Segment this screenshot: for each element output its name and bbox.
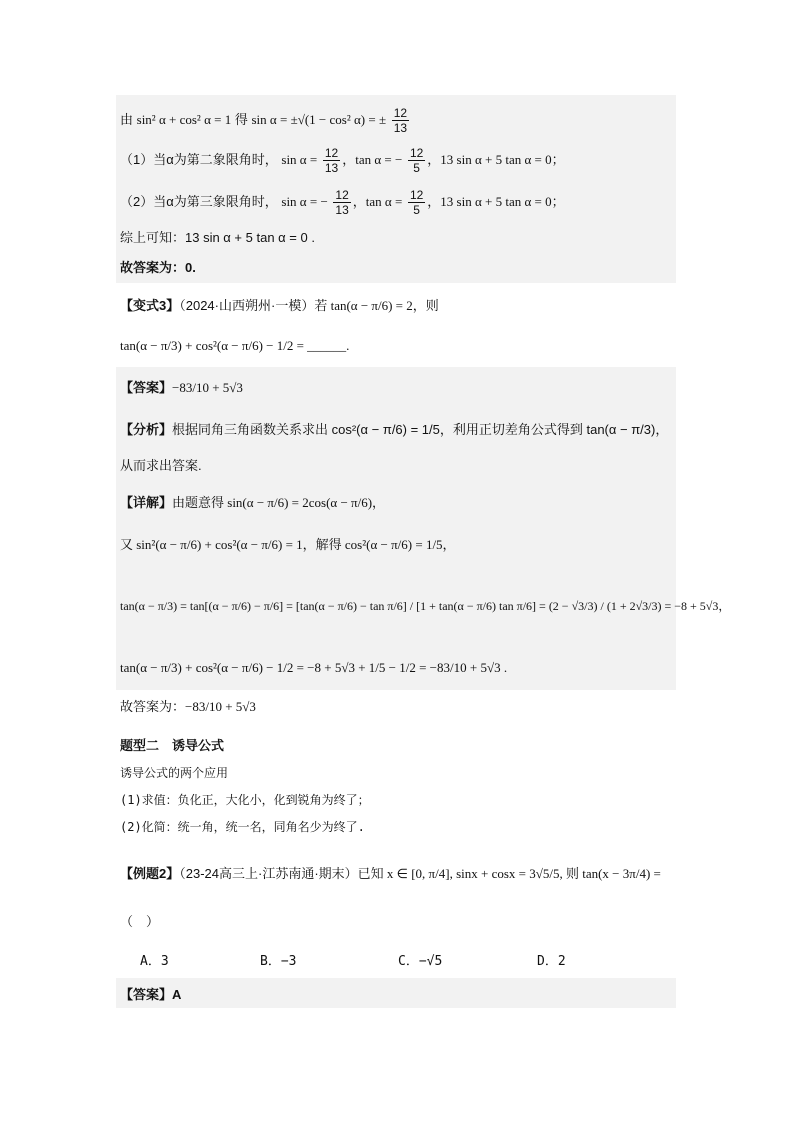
block1-line4: 综上可知：13 sin α + 5 tan α = 0 . [120, 230, 315, 245]
detail-line4: tan(α − π/3) + cos²(α − π/6) − 1/2 = −8 + 5√3 + 1/5 − 1/2 = −83/10 + 5√3 . [120, 660, 508, 675]
fraction: $\frac{12}{13}$ [324, 146, 339, 175]
answer2-line: 【答案】A [120, 987, 182, 1002]
detail-line1: 【详解】由题意得 sin(α − π/6) = 2cos(α − π/6)， [120, 495, 386, 510]
detail-line2: 又 sin²(α − π/6) + cos²(α − π/6) = 1，解得 cos²(α − π/6) = 1/5， [120, 537, 456, 552]
analysis-line2: 从而求出答案. [120, 458, 202, 473]
section-point-1: (1)求值：负化正，大化小，化到锐角为终了； [120, 793, 370, 807]
example2-paren: （ ） [120, 914, 160, 929]
block1-line1: 由 sin² α + cos² α = 1 得 sin α = ±√(1 − cos² α) = ± $\frac{12}{13}$ [120, 106, 408, 135]
option-c[interactable]: C．−√5 [398, 954, 443, 969]
answer-block [116, 367, 676, 690]
block1-line2: （1）当α为第二象限角时， sin α = $\frac{12}{13}$ ，tan α = − $\frac{12}{5}$ ，13 sin α + 5 tan α = 0； [120, 146, 565, 175]
example2-question: 【例题2】（23-24高三上·江苏南通·期末）已知 x ∈ [0, π/4], sinx + cosx = 3√5/5, 则 tan(x − 3π/4) = [120, 866, 661, 881]
variant3-line1: 【变式3】（2024·山西朔州·一模）若 tan(α − π/6) = 2，则 [120, 298, 439, 313]
fraction: $\frac{12}{5}$ [409, 188, 424, 217]
detail-line3: tan(α − π/3) = tan[(α − π/6) − π/6] = [tan(α − π/6) − tan π/6] / [1 + tan(α − π/6) tan π/6] = (2 − √3/3) / (1 + 2√3/3) = −8 + 5√3， [120, 599, 731, 613]
option-b[interactable]: B．−3 [260, 954, 297, 969]
option-d[interactable]: D．2 [537, 954, 566, 969]
detail-line5: 故答案为：−83/10 + 5√3 [120, 699, 256, 714]
analysis-line1: 【分析】根据同角三角函数关系求出 cos²(α − π/6) = 1/5，利用正切差角公式得到 tan(α − π/3)， [120, 422, 669, 437]
fraction: $\frac{12}{13}$ [393, 106, 408, 135]
fraction: $\frac{12}{13}$ [335, 188, 349, 217]
answer2-block [116, 978, 676, 1008]
section-subtitle: 诱导公式的两个应用 [120, 766, 229, 780]
answer1-line: 【答案】−83/10 + 5√3 [120, 380, 243, 395]
variant3-expression: tan(α − π/3) + cos²(α − π/6) − 1/2 = ______. [120, 338, 350, 353]
block1-line5: 故答案为：0. [120, 260, 196, 275]
section-point-2: (2)化简：统一角，统一名，同角名少为终了. [120, 820, 365, 834]
fraction: $\frac{12}{5}$ [409, 146, 424, 175]
section-title: 题型二 诱导公式 [120, 738, 225, 753]
option-a[interactable]: A．3 [140, 954, 169, 969]
block1-line3: （2）当α为第三象限角时， sin α = − $\frac{12}{13}$ ，tan α = $\frac{12}{5}$ ，13 sin α + 5 tan α = 0； [120, 188, 565, 217]
